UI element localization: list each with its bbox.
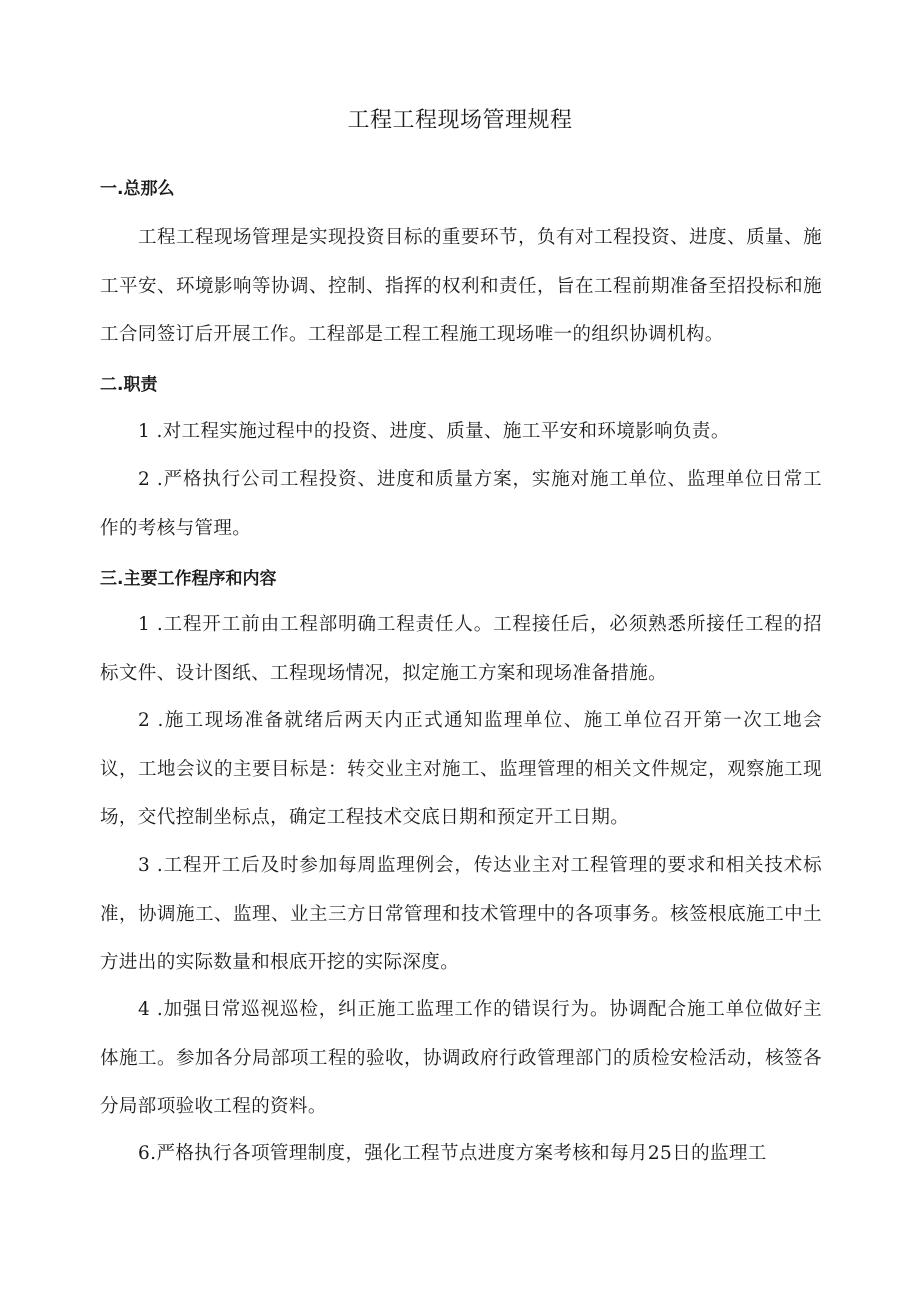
document-title: 工程工程现场管理规程 — [347, 108, 573, 133]
section-heading-duties: 二.职责 — [100, 375, 158, 395]
paragraph-duty-1: 1 .对工程实施过程中的投资、进度、质量、施工平安和环境影响负责。 — [138, 421, 730, 442]
paragraph-general: 工程工程现场管理是实现投资目标的重要环节，负有对工程投资、进度、质量、施工平安、环境影响等协调、控制、指挥的权利和责任，旨在工程前期准备至招投标和施工合同签订后开展工作。工程部是工程工程施工现场唯一的组织协调机构。 — [100, 227, 822, 345]
paragraph-procedure-1: 1 .工程开工前由工程部明确工程责任人。工程接任后，必须熟悉所接任工程的招标文件、设计图纸、工程现场情况，拟定施工方案和现场准备措施。 — [100, 614, 822, 684]
section-heading-procedures: 三.主要工作程序和内容 — [100, 569, 277, 589]
paragraph-procedure-3: 3 .工程开工后及时参加每周监理例会，传达业主对工程管理的要求和相关技术标准，协调施工、监理、业主三方日常管理和技术管理中的各项事务。核签根底施工中土方进出的实际数量和根底开挖的实际深度。 — [100, 855, 822, 973]
paragraph-procedure-4: 4 .加强日常巡视巡检，纠正施工监理工作的错误行为。协调配合施工单位做好主体施工。参加各分局部项工程的验收，协调政府行政管理部门的质检安检活动，核签各分局部项验收工程的资料。 — [100, 999, 822, 1117]
paragraph-duty-2: 2 .严格执行公司工程投资、进度和质量方案，实施对施工单位、监理单位日常工作的考核与管理。 — [100, 469, 822, 539]
section-heading-general: 一.总那么 — [100, 179, 175, 199]
paragraph-procedure-6: 6.严格执行各项管理制度，强化工程节点进度方案考核和每月25日的监理工 — [138, 1143, 767, 1164]
paragraph-procedure-2: 2 .施工现场准备就绪后两天内正式通知监理单位、施工单位召开第一次工地会议，工地会议的主要目标是：转交业主对施工、监理管理的相关文件规定，观察施工现场，交代控制坐标点，确定工程技术交底日期和预定开工日期。 — [100, 710, 822, 828]
